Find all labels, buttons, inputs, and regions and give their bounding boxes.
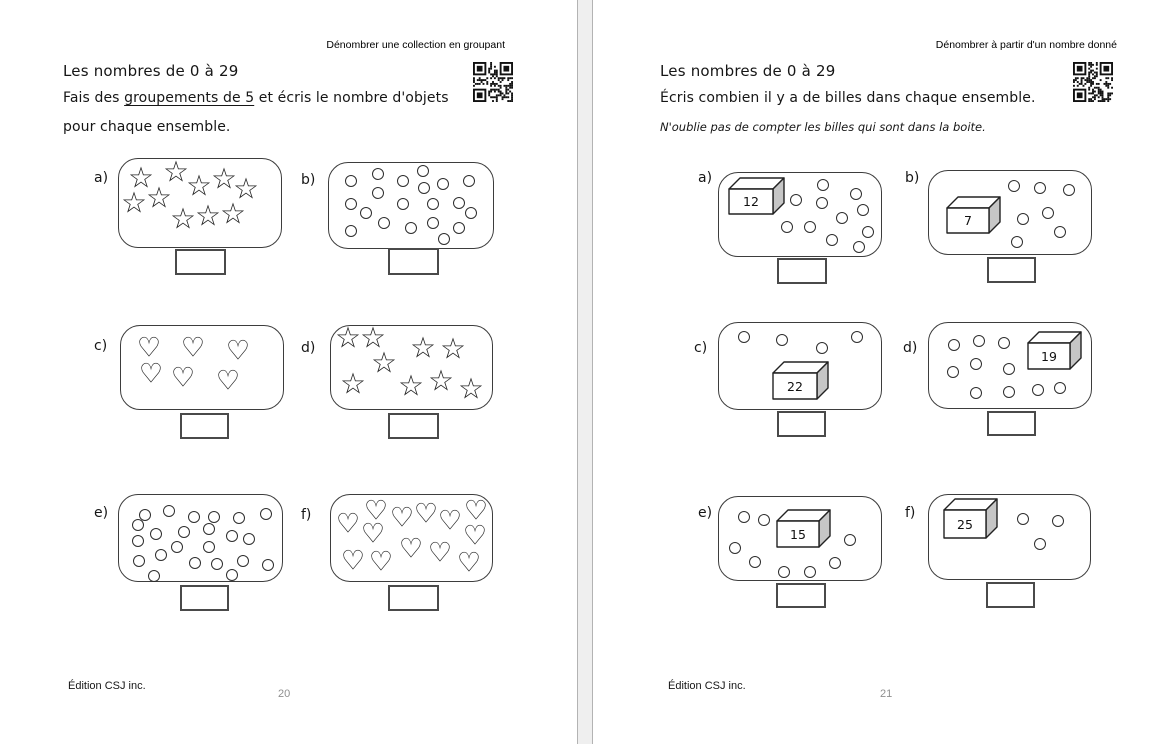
marble-circle (973, 335, 985, 347)
answer-box (777, 411, 826, 437)
box-number: 25 (957, 516, 973, 532)
marble-circle (132, 535, 144, 547)
marble-circle (857, 204, 869, 216)
panel-label: d) (301, 340, 316, 356)
box-number: 15 (790, 526, 806, 542)
marble-circle (853, 241, 865, 253)
marble-circle (208, 511, 220, 523)
box-number: 19 (1041, 348, 1057, 364)
marble-circle (150, 528, 162, 540)
collection-panel (928, 322, 1092, 409)
collection-panel (330, 494, 493, 582)
panel-label: f) (905, 505, 916, 521)
heart-shape: ♡ (462, 520, 488, 552)
answer-box (175, 249, 226, 275)
heart-shape: ♡ (215, 365, 241, 397)
answer-box (777, 258, 827, 284)
marble-circle (203, 541, 215, 553)
heart-shape: ♡ (456, 547, 482, 579)
marble-circle (1032, 384, 1044, 396)
marble-circle (1017, 213, 1029, 225)
marble-circle (427, 198, 439, 210)
marble-circle (260, 508, 272, 520)
instruction-text-post: et écris le nombre d'objets (254, 90, 449, 106)
star-shape: ☆ (233, 171, 259, 206)
marble-circle (226, 569, 238, 581)
star-shape: ☆ (398, 368, 424, 403)
star-shape: ☆ (146, 180, 172, 215)
star-shape: ☆ (121, 185, 147, 220)
marble-circle (851, 331, 863, 343)
instruction-underlined-text: groupements de 5 (124, 90, 255, 106)
marble-circle (163, 505, 175, 517)
star-shape: ☆ (371, 345, 397, 380)
panel-label: f) (301, 507, 312, 523)
marble-circle (826, 234, 838, 246)
heart-shape: ♡ (225, 335, 251, 367)
marble-circle (397, 198, 409, 210)
marble-circle (171, 541, 183, 553)
heart-shape: ♡ (360, 518, 386, 550)
marble-circle (738, 511, 750, 523)
panel-label: b) (301, 172, 316, 188)
answer-box (987, 411, 1036, 436)
marble-circle (850, 188, 862, 200)
marble-circle (427, 217, 439, 229)
panel-area (593, 0, 1172, 744)
heart-shape: ♡ (363, 495, 389, 527)
marble-circle (1042, 207, 1054, 219)
star-shape: ☆ (335, 320, 361, 355)
marble-circle (437, 178, 449, 190)
heart-shape: ♡ (138, 358, 164, 390)
heart-shape: ♡ (368, 546, 394, 578)
heart-shape: ♡ (463, 495, 489, 527)
marble-circle (132, 519, 144, 531)
panel-label: e) (698, 505, 713, 521)
marble-circle (998, 337, 1010, 349)
marble-circle (262, 559, 274, 571)
heart-shape: ♡ (335, 508, 361, 540)
marble-circle (1052, 515, 1064, 527)
marble-circle (778, 566, 790, 578)
marble-circle (417, 165, 429, 177)
answer-box (388, 248, 439, 275)
panel-label: c) (694, 340, 708, 356)
marble-circle (816, 342, 828, 354)
star-shape: ☆ (458, 371, 484, 406)
marble-circle (418, 182, 430, 194)
star-shape: ☆ (128, 160, 154, 195)
marble-circle (947, 366, 959, 378)
marble-circle (1054, 226, 1066, 238)
marble-circle (1003, 363, 1015, 375)
marble-circle (345, 198, 357, 210)
marble-circle (155, 549, 167, 561)
marble-circle (758, 514, 770, 526)
answer-box (388, 413, 439, 439)
star-shape: ☆ (186, 168, 212, 203)
page-number: 21 (880, 688, 893, 700)
collection-panel (928, 170, 1092, 255)
marble-circle (776, 334, 788, 346)
marble-circle (948, 339, 960, 351)
star-shape: ☆ (410, 330, 436, 365)
marble-circle (970, 387, 982, 399)
marble-circle (729, 542, 741, 554)
marble-circle (453, 222, 465, 234)
marble-circle (345, 175, 357, 187)
answer-box (180, 413, 229, 439)
marble-circle (378, 217, 390, 229)
marble-circle (189, 557, 201, 569)
star-shape: ☆ (220, 196, 246, 231)
collection-panel (120, 325, 284, 410)
page-left (0, 0, 577, 744)
heart-shape: ♡ (389, 502, 415, 534)
heart-shape: ♡ (437, 505, 463, 537)
instruction-line-1: Écris combien il y a de billes dans chaque ensemble. (660, 90, 1036, 106)
marble-circle (463, 175, 475, 187)
panel-area (0, 0, 577, 744)
answer-box (987, 257, 1036, 283)
marble-circle (844, 534, 856, 546)
star-shape: ☆ (360, 320, 386, 355)
collection-panel (718, 172, 882, 257)
star-shape: ☆ (163, 154, 189, 189)
marble-circle (453, 197, 465, 209)
page-header-topic: Dénombrer une collection en groupant (326, 39, 505, 51)
star-shape: ☆ (170, 201, 196, 236)
marble-circle (1003, 386, 1015, 398)
answer-box (986, 582, 1035, 608)
heart-shape: ♡ (398, 533, 424, 565)
marble-circle (1017, 513, 1029, 525)
marble-circle (1011, 236, 1023, 248)
box-number: 7 (964, 213, 972, 228)
heart-shape: ♡ (170, 362, 196, 394)
panel-label: a) (94, 170, 109, 186)
star-shape: ☆ (440, 331, 466, 366)
heart-shape: ♡ (136, 332, 162, 364)
marble-circle (133, 555, 145, 567)
star-shape: ☆ (211, 161, 237, 196)
marble-circle (862, 226, 874, 238)
marble-circle (804, 221, 816, 233)
page-title: Les nombres de 0 à 29 (660, 62, 836, 80)
marble-circle (829, 557, 841, 569)
marble-circle (372, 187, 384, 199)
collection-panel (118, 494, 283, 582)
marble-circle (817, 179, 829, 191)
answer-box (388, 585, 439, 611)
marble-circle (233, 512, 245, 524)
collection-panel (328, 162, 494, 249)
marble-circle (397, 175, 409, 187)
marble-circle (1034, 182, 1046, 194)
marble-circle (211, 558, 223, 570)
marble-circle (816, 197, 828, 209)
marble-circle (405, 222, 417, 234)
marble-circle (178, 526, 190, 538)
collection-panel (718, 322, 882, 410)
marble-circle (188, 511, 200, 523)
panel-label: d) (903, 340, 918, 356)
page-header-topic: Dénombrer à partir d'un nombre donné (935, 39, 1117, 51)
marble-circle (1008, 180, 1020, 192)
instruction-note-italic: N'oublie pas de compter les billes qui sont dans la boite. (660, 120, 986, 134)
marble-circle (738, 331, 750, 343)
star-shape: ☆ (195, 198, 221, 233)
panel-label: b) (905, 170, 920, 186)
instruction-line-2: pour chaque ensemble. (63, 119, 231, 135)
marble-circle (226, 530, 238, 542)
star-shape: ☆ (340, 366, 366, 401)
star-shape: ☆ (428, 363, 454, 398)
box-number: 22 (787, 378, 803, 394)
answer-box (180, 585, 229, 611)
marble-circle (372, 168, 384, 180)
heart-shape: ♡ (340, 545, 366, 577)
collection-panel (928, 494, 1091, 580)
edition-footer: Édition CSJ inc. (68, 680, 146, 692)
marble-circle (1034, 538, 1046, 550)
edition-footer: Édition CSJ inc. (668, 680, 746, 692)
heart-shape: ♡ (180, 332, 206, 364)
marble-circle (243, 533, 255, 545)
page-right (593, 0, 1172, 744)
marble-circle (465, 207, 477, 219)
marble-circle (970, 358, 982, 370)
panel-label: a) (698, 170, 713, 186)
page-number: 20 (278, 688, 291, 700)
marble-circle (749, 556, 761, 568)
marble-circle (1054, 382, 1066, 394)
marble-circle (148, 570, 160, 582)
instruction-text-pre: Fais des (63, 90, 125, 106)
page-divider (577, 0, 593, 744)
box-number: 12 (743, 194, 759, 209)
collection-panel (718, 496, 882, 581)
panel-label: c) (94, 338, 108, 354)
marble-circle (237, 555, 249, 567)
marble-circle (790, 194, 802, 206)
marble-circle (804, 566, 816, 578)
page-title: Les nombres de 0 à 29 (63, 62, 239, 80)
collection-panel (330, 320, 493, 410)
marble-circle (438, 233, 450, 245)
heart-shape: ♡ (413, 498, 439, 530)
marble-circle (345, 225, 357, 237)
marble-circle (203, 523, 215, 535)
collection-panel (118, 154, 282, 248)
answer-box (776, 583, 826, 608)
marble-circle (781, 221, 793, 233)
marble-circle (1063, 184, 1075, 196)
panel-label: e) (94, 505, 109, 521)
heart-shape: ♡ (427, 537, 453, 569)
marble-circle (836, 212, 848, 224)
marble-circle (360, 207, 372, 219)
